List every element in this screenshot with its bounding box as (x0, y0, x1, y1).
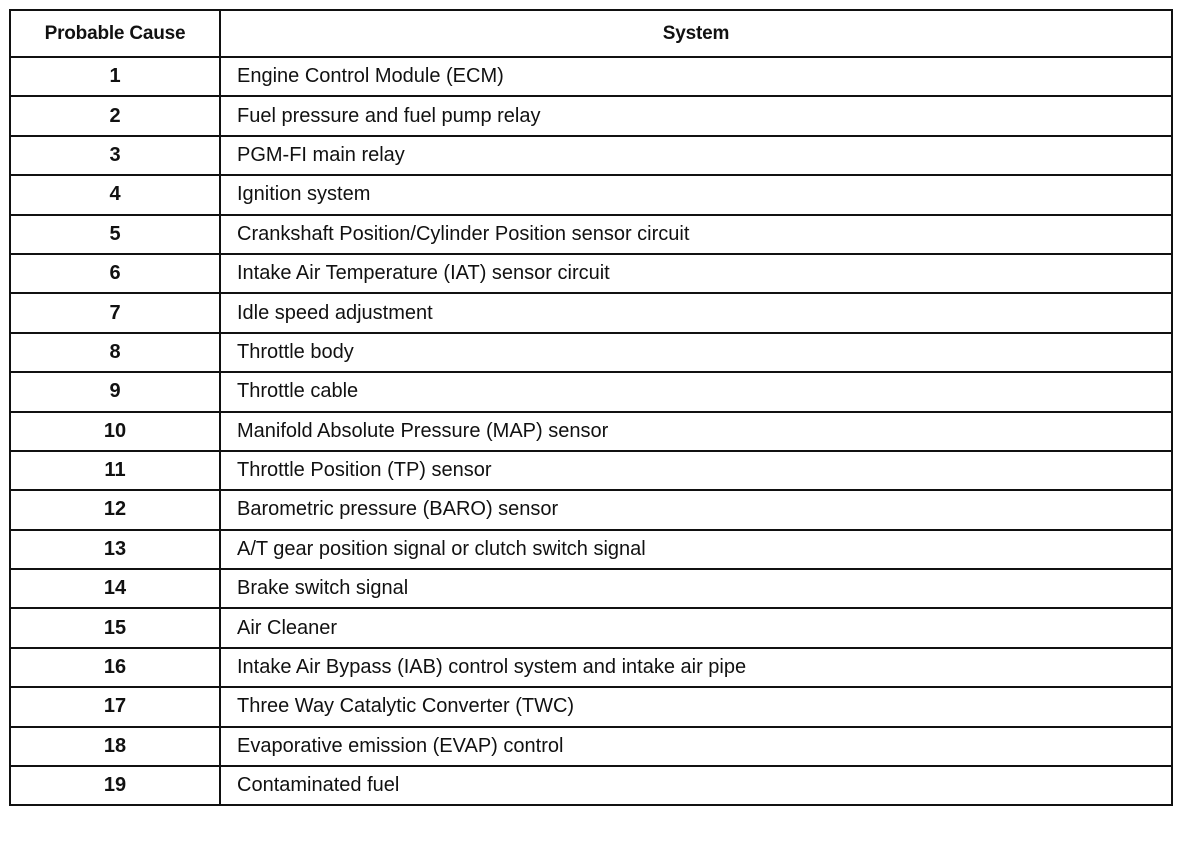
table-row (10, 175, 1172, 214)
system-name: Engine Control Module (ECM) (220, 57, 1172, 96)
table-row (10, 254, 1172, 293)
system-name: A/T gear position signal or clutch switch signal (220, 530, 1172, 569)
cause-number: 4 (10, 175, 220, 214)
table-row (10, 648, 1172, 687)
cause-number: 13 (10, 530, 220, 569)
system-name: Evaporative emission (EVAP) control (220, 727, 1172, 766)
cause-number: 10 (10, 412, 220, 451)
system-name: Contaminated fuel (220, 766, 1172, 805)
cause-number: 16 (10, 648, 220, 687)
cause-number: 19 (10, 766, 220, 805)
table-row (10, 569, 1172, 608)
table-row (10, 57, 1172, 96)
system-name: Crankshaft Position/Cylinder Position sensor circuit (220, 215, 1172, 254)
table-header-row (10, 10, 1172, 57)
table-row (10, 530, 1172, 569)
system-name: Fuel pressure and fuel pump relay (220, 96, 1172, 135)
table-row (10, 451, 1172, 490)
table-row (10, 333, 1172, 372)
table-row (10, 766, 1172, 805)
probable-cause-table (9, 9, 1173, 806)
table-row (10, 96, 1172, 135)
cause-number: 9 (10, 372, 220, 411)
table-row (10, 293, 1172, 332)
cause-number: 18 (10, 727, 220, 766)
system-name: Air Cleaner (220, 608, 1172, 647)
probable-cause-table-container (9, 9, 1171, 806)
system-name: Ignition system (220, 175, 1172, 214)
table-row (10, 727, 1172, 766)
cause-number: 12 (10, 490, 220, 529)
cause-number: 2 (10, 96, 220, 135)
system-name: Throttle cable (220, 372, 1172, 411)
system-name: PGM-FI main relay (220, 136, 1172, 175)
cause-number: 3 (10, 136, 220, 175)
cause-number: 11 (10, 451, 220, 490)
table-row (10, 687, 1172, 726)
table-row (10, 215, 1172, 254)
cause-number: 7 (10, 293, 220, 332)
header-system: System (220, 10, 1172, 57)
system-name: Throttle body (220, 333, 1172, 372)
table-body (10, 57, 1172, 805)
cause-number: 15 (10, 608, 220, 647)
table-row (10, 608, 1172, 647)
system-name: Intake Air Bypass (IAB) control system and intake air pipe (220, 648, 1172, 687)
cause-number: 14 (10, 569, 220, 608)
system-name: Manifold Absolute Pressure (MAP) sensor (220, 412, 1172, 451)
system-name: Barometric pressure (BARO) sensor (220, 490, 1172, 529)
cause-number: 8 (10, 333, 220, 372)
header-probable-cause: Probable Cause (10, 10, 220, 57)
table-row (10, 490, 1172, 529)
cause-number: 6 (10, 254, 220, 293)
table-row (10, 372, 1172, 411)
system-name: Three Way Catalytic Converter (TWC) (220, 687, 1172, 726)
system-name: Throttle Position (TP) sensor (220, 451, 1172, 490)
table-row (10, 136, 1172, 175)
cause-number: 1 (10, 57, 220, 96)
table-row (10, 412, 1172, 451)
system-name: Intake Air Temperature (IAT) sensor circuit (220, 254, 1172, 293)
cause-number: 5 (10, 215, 220, 254)
system-name: Brake switch signal (220, 569, 1172, 608)
cause-number: 17 (10, 687, 220, 726)
system-name: Idle speed adjustment (220, 293, 1172, 332)
